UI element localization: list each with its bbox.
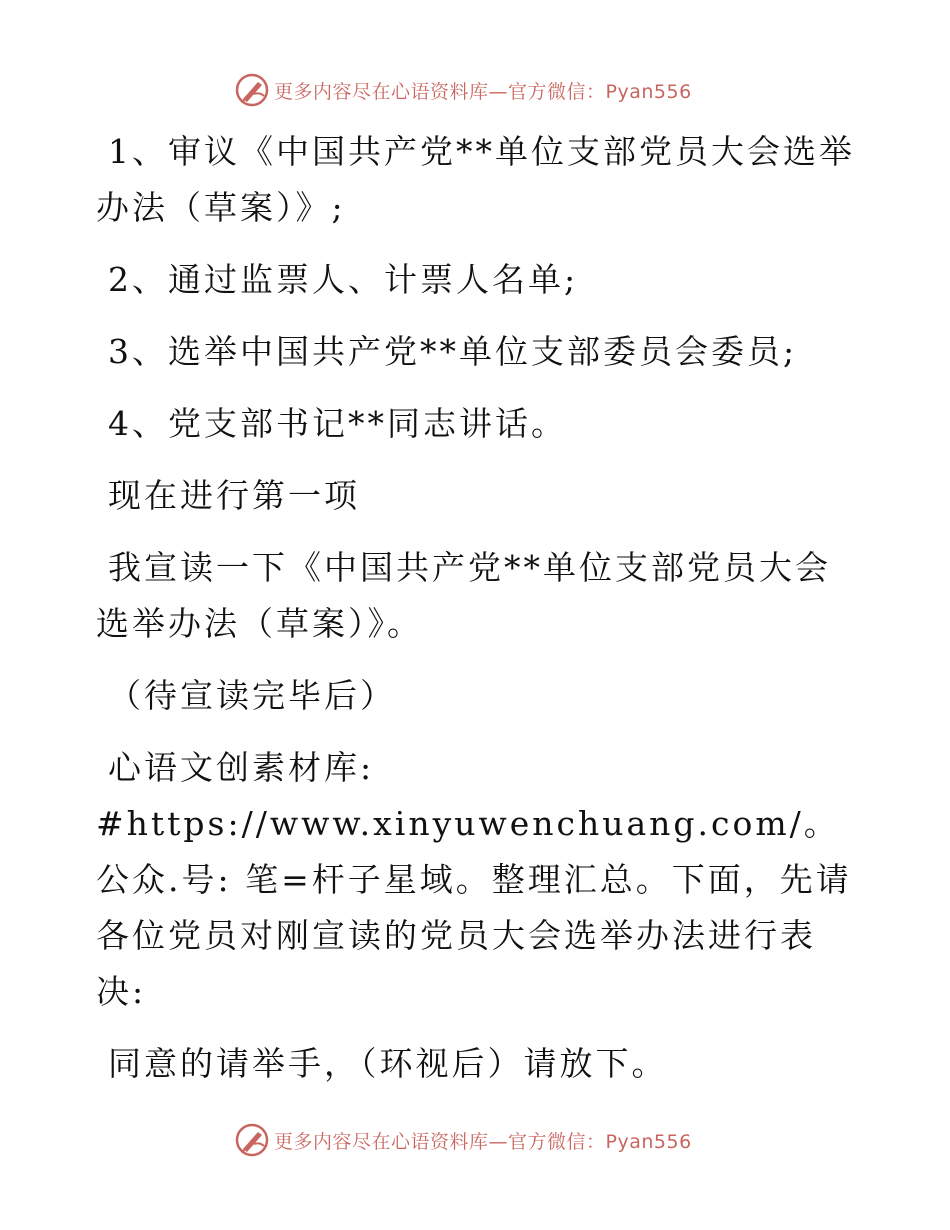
- paragraph-stage-note: （待宣读完毕后）: [108, 676, 396, 715]
- paragraph-first-item: 现在进行第一项: [108, 476, 360, 515]
- pen-logo-icon: [234, 1122, 270, 1158]
- watermark-text: 更多内容尽在心语资料库—官方微信：Pyan556: [274, 80, 692, 103]
- paragraph-read-rules: 我宣读一下《中国共产党**单位支部党员大会选举办法（草案）》。: [96, 548, 831, 643]
- pen-logo-icon: [234, 72, 270, 108]
- paragraph-vote-instruction: 心语文创素材库: #https://www.xinyuwenchuang.com/。公众.号: 笔=杆子星域。整理汇总。下面，先请各位党员对刚宣读的党员大会选举办法进行表决:: [96, 748, 852, 1011]
- document-body: [96, 124, 866, 1092]
- footer-watermark-banner: [234, 1122, 692, 1158]
- agenda-item-4: 4、党支部书记**同志讲话。: [108, 404, 567, 443]
- agenda-item-3: 3、选举中国共产党**单位支部委员会委员;: [108, 332, 798, 371]
- header-watermark-banner: [234, 72, 692, 108]
- agenda-item-1: 1、审议《中国共产党**单位支部党员大会选举办法（草案）》;: [96, 132, 855, 227]
- agenda-item-2: 2、通过监票人、计票人名单;: [108, 260, 579, 299]
- watermark-text: 更多内容尽在心语资料库—官方微信：Pyan556: [274, 1130, 692, 1153]
- paragraph-raise-hands: 同意的请举手，（环视后）请放下。: [108, 1044, 668, 1083]
